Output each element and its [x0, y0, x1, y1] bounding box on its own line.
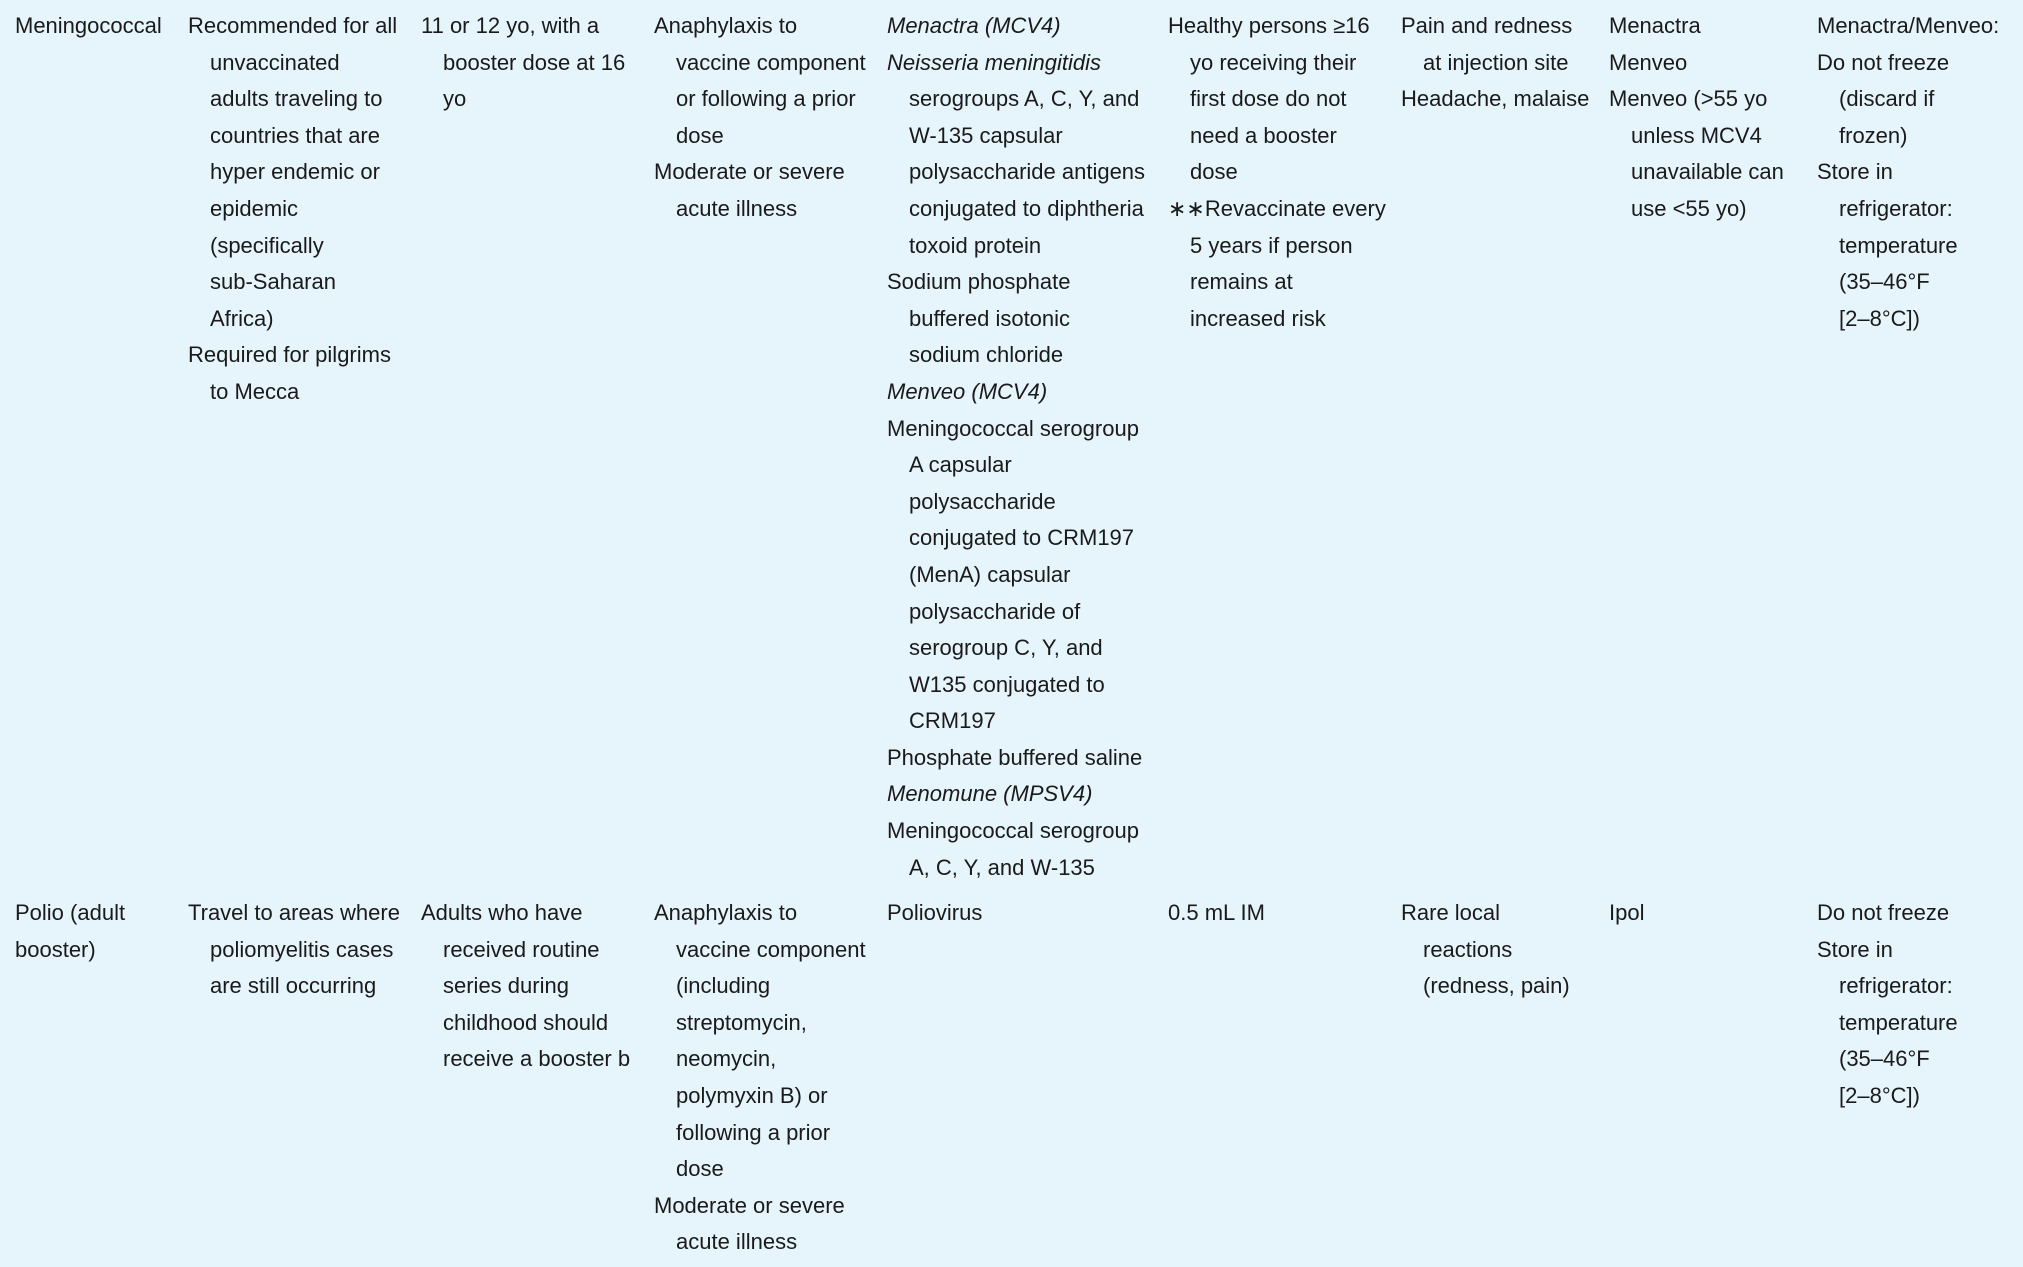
cell-text-line: temperature: [1839, 1009, 1958, 1035]
cell-text-line: CRM197: [909, 708, 996, 734]
cell-text-line: series during: [443, 973, 569, 999]
cell-text-line: W135 conjugated to: [909, 671, 1105, 697]
cell-text-line: frozen): [1839, 122, 1908, 148]
cell-text-line: serogroups A, C, Y, and: [909, 86, 1140, 112]
cell-text-line: Menactra (MCV4): [887, 13, 1061, 38]
cell-text-line: Menomune (MPSV4): [887, 781, 1093, 807]
cell-text-line: polysaccharide of: [909, 598, 1081, 624]
cell-text-line: Moderate or severe: [654, 159, 845, 185]
cell-text-line: reactions: [1423, 936, 1513, 962]
cell-text-line: Moderate or severe: [654, 1192, 845, 1218]
brand-names-cell: [1609, 8, 1809, 228]
cell-text-line: Menactra: [1609, 13, 1701, 38]
cell-text-line: epidemic: [210, 195, 299, 221]
cell-text-line: polysaccharide: [909, 488, 1056, 514]
cell-text-line: (discard if: [1839, 86, 1935, 112]
indications-cell: [188, 895, 413, 1005]
contraindications-cell: [654, 895, 879, 1261]
cell-text-line: (including: [676, 973, 771, 999]
composition-cell: [887, 8, 1157, 886]
cell-text-line: Meningococcal: [15, 13, 162, 38]
cell-text-line: booster): [15, 936, 96, 962]
composition-cell: [887, 895, 1157, 932]
cell-text-line: Required for pilgrims: [188, 342, 391, 368]
cell-text-line: adults traveling to: [210, 86, 383, 112]
cell-text-line: Travel to areas where: [188, 900, 400, 925]
cell-text-line: sodium chloride: [909, 342, 1064, 368]
cell-text-line: unless MCV4: [1631, 122, 1762, 148]
cell-text-line: [2–8°C]): [1839, 1082, 1920, 1108]
cell-text-line: A, C, Y, and W-135: [909, 854, 1095, 880]
cell-text-line: or following a prior: [676, 86, 856, 112]
cell-text-line: remains at: [1190, 269, 1293, 295]
cell-text-line: Store in: [1817, 936, 1893, 962]
cell-text-line: booster dose at 16: [443, 49, 626, 75]
storage-cell: [1817, 8, 2022, 337]
cell-text-line: poliomyelitis cases: [210, 936, 394, 962]
cell-text-line: Recommended for all: [188, 13, 398, 38]
cell-text-line: Anaphylaxis to: [654, 900, 798, 925]
cell-text-line: to Mecca: [210, 378, 300, 404]
adverse-reactions-cell: [1401, 8, 1601, 118]
cell-text-line: vaccine component: [676, 936, 866, 962]
cell-text-line: 0.5 mL IM: [1168, 900, 1265, 925]
cell-text-line: Do not freeze: [1817, 49, 1950, 75]
cell-text-line: received routine: [443, 936, 600, 962]
dose-cell: [1168, 8, 1393, 337]
cell-text-line: receive a booster b: [443, 1046, 631, 1072]
cell-text-line: Menveo (>55 yo: [1609, 86, 1768, 112]
indications-cell: [188, 8, 413, 411]
cell-text-line: Do not freeze: [1817, 900, 1950, 925]
cell-text-line: yo: [443, 86, 467, 112]
cell-text-line: (specifically: [210, 232, 324, 258]
cell-text-line: unavailable can: [1631, 159, 1784, 185]
cell-text-line: use <55 yo): [1631, 195, 1747, 221]
cell-text-line: 5 years if person: [1190, 232, 1353, 258]
cell-text-line: W-135 capsular: [909, 122, 1063, 148]
cell-text-line: ∗∗Revaccinate every: [1168, 195, 1386, 221]
cell-text-line: Anaphylaxis to: [654, 13, 798, 38]
cell-text-line: refrigerator:: [1839, 973, 1953, 999]
cell-text-line: first dose do not: [1190, 86, 1347, 112]
schedule-cell: [421, 895, 646, 1078]
cell-text-line: at injection site: [1423, 49, 1569, 75]
cell-text-line: childhood should: [443, 1009, 609, 1035]
cell-text-line: (35–46°F: [1839, 269, 1930, 295]
cell-text-line: Menveo (MCV4): [887, 378, 1048, 404]
cell-text-line: neomycin,: [676, 1046, 777, 1072]
cell-text-line: Menveo: [1609, 49, 1688, 75]
cell-text-line: Healthy persons ≥16: [1168, 13, 1370, 38]
cell-text-line: Headache, malaise: [1401, 86, 1590, 112]
cell-text-line: serogroup C, Y, and: [909, 635, 1103, 661]
cell-text-line: Africa): [210, 305, 274, 331]
cell-text-line: Sodium phosphate: [887, 269, 1071, 295]
cell-text-line: (35–46°F: [1839, 1046, 1930, 1072]
cell-text-line: conjugated to CRM197: [909, 525, 1135, 551]
cell-text-line: Polio (adult: [15, 900, 126, 925]
cell-text-line: conjugated to diphtheria: [909, 195, 1144, 221]
cell-text-line: [2–8°C]): [1839, 305, 1920, 331]
cell-text-line: Neisseria meningitidis: [887, 49, 1101, 75]
cell-text-line: Pain and redness: [1401, 13, 1573, 38]
cell-text-line: Meningococcal serogroup: [887, 415, 1139, 441]
schedule-cell: [421, 8, 646, 118]
cell-text-line: refrigerator:: [1839, 195, 1953, 221]
cell-text-line: dose: [676, 1156, 724, 1182]
cell-text-line: increased risk: [1190, 305, 1326, 331]
cell-text-line: need a booster: [1190, 122, 1337, 148]
cell-text-line: A capsular: [909, 452, 1012, 478]
cell-text-line: buffered isotonic: [909, 305, 1071, 331]
cell-text-line: Poliovirus: [887, 900, 983, 925]
cell-text-line: 11 or 12 yo, with a: [421, 13, 600, 38]
cell-text-line: countries that are: [210, 122, 380, 148]
cell-text-line: vaccine component: [676, 49, 866, 75]
contraindications-cell: [654, 8, 879, 228]
cell-text-line: Menactra/Menveo:: [1817, 13, 2000, 38]
cell-text-line: Ipol: [1609, 900, 1645, 925]
cell-text-line: streptomycin,: [676, 1009, 807, 1035]
cell-text-line: toxoid protein: [909, 232, 1042, 258]
cell-text-line: polysaccharide antigens: [909, 159, 1146, 185]
vaccine-name-cell: [15, 895, 180, 968]
adverse-reactions-cell: [1401, 895, 1601, 1005]
vaccine-name-cell: [15, 8, 180, 45]
cell-text-line: Rare local: [1401, 900, 1501, 925]
cell-text-line: (redness, pain): [1423, 973, 1570, 999]
dose-cell: [1168, 895, 1393, 932]
cell-text-line: hyper endemic or: [210, 159, 380, 185]
cell-text-line: Phosphate buffered saline: [887, 744, 1143, 770]
cell-text-line: sub-Saharan: [210, 269, 336, 295]
cell-text-line: dose: [676, 122, 724, 148]
storage-cell: [1817, 895, 2022, 1115]
cell-text-line: unvaccinated: [210, 49, 340, 75]
cell-text-line: Meningococcal serogroup: [887, 818, 1139, 844]
cell-text-line: Adults who have: [421, 900, 583, 925]
cell-text-line: following a prior: [676, 1119, 831, 1145]
cell-text-line: polymyxin B) or: [676, 1082, 828, 1108]
cell-text-line: acute illness: [676, 195, 798, 221]
cell-text-line: dose: [1190, 159, 1238, 185]
cell-text-line: acute illness: [676, 1229, 798, 1255]
cell-text-line: Store in: [1817, 159, 1893, 185]
brand-names-cell: [1609, 895, 1809, 932]
cell-text-line: temperature: [1839, 232, 1958, 258]
cell-text-line: yo receiving their: [1190, 49, 1357, 75]
cell-text-line: are still occurring: [210, 973, 377, 999]
cell-text-line: (MenA) capsular: [909, 561, 1071, 587]
